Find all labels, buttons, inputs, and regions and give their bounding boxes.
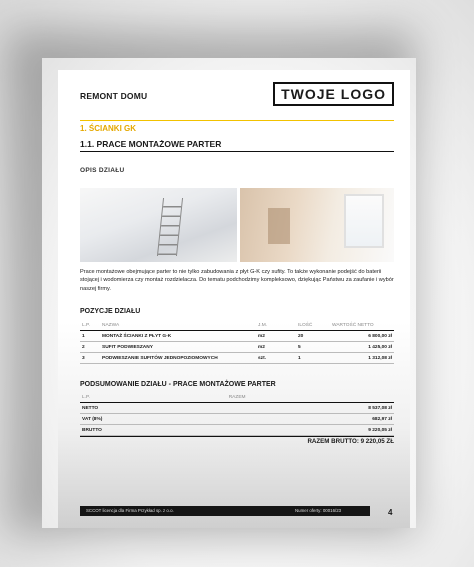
row-qty: 20 bbox=[296, 331, 330, 342]
row-lp: 3 bbox=[80, 353, 100, 364]
table-row bbox=[80, 414, 394, 425]
footer-license: SCCOT licencja dla Firma Przykład sp. z o.o. bbox=[86, 508, 174, 513]
col-lp: L.P. bbox=[80, 394, 227, 403]
table-row bbox=[80, 342, 394, 353]
row-qty: 1 bbox=[296, 353, 330, 364]
total-gross: RAZEM BRUTTO: 9 220,05 ZŁ bbox=[307, 438, 394, 445]
row-name: MONTAŻ ŚCIANKI Z PŁYT G-K bbox=[100, 331, 256, 342]
col-lp: L.P. bbox=[80, 322, 100, 331]
document-title: REMONT DOMU bbox=[80, 91, 148, 101]
wall-patch-graphic bbox=[268, 208, 290, 244]
col-total: RAZEM bbox=[227, 394, 394, 403]
summary-label: NETTO bbox=[80, 403, 227, 414]
row-name: PODWIESZANIE SUFITÓW JEDNOPOZIOMOWYCH bbox=[100, 353, 256, 364]
subsection-title: 1.1. PRACE MONTAŻOWE PARTER bbox=[80, 139, 222, 149]
summary-table bbox=[80, 394, 394, 436]
row-unit: m2 bbox=[256, 331, 296, 342]
items-table bbox=[80, 322, 394, 364]
col-unit: J.M. bbox=[256, 322, 296, 331]
row-unit: m2 bbox=[256, 342, 296, 353]
summary-value: 9 220,05 zł bbox=[227, 425, 394, 436]
summary-table-header bbox=[80, 394, 394, 403]
col-net: WARTOŚĆ NETTO bbox=[330, 322, 394, 331]
summary-heading: PODSUMOWANIE DZIAŁU - PRACE MONTAŻOWE PARTER bbox=[80, 381, 276, 388]
photo-renovation-room bbox=[240, 188, 394, 262]
document-page bbox=[58, 70, 410, 528]
company-logo: TWOJE LOGO bbox=[273, 82, 394, 106]
section-label: 1. ŚCIANKI GK bbox=[80, 124, 137, 133]
summary-label: VAT (8%) bbox=[80, 414, 227, 425]
items-heading: POZYCJE DZIAŁU bbox=[80, 308, 141, 315]
page-number: 4 bbox=[388, 508, 393, 517]
summary-value: 8 537,08 zł bbox=[227, 403, 394, 414]
table-row bbox=[80, 353, 394, 364]
row-net: 6 800,00 zł bbox=[330, 331, 394, 342]
row-lp: 2 bbox=[80, 342, 100, 353]
footer-bar bbox=[80, 506, 370, 516]
table-row bbox=[80, 403, 394, 414]
row-unit: szt. bbox=[256, 353, 296, 364]
table-row bbox=[80, 331, 394, 342]
summary-label: BRUTTO bbox=[80, 425, 227, 436]
summary-value: 682,97 zł bbox=[227, 414, 394, 425]
ladder-graphic bbox=[157, 198, 183, 256]
row-name: SUFIT PODWIESZANY bbox=[100, 342, 256, 353]
total-divider bbox=[80, 436, 394, 437]
row-net: 1 312,08 zł bbox=[330, 353, 394, 364]
col-qty: ILOŚĆ bbox=[296, 322, 330, 331]
table-row bbox=[80, 425, 394, 436]
description-text: Prace montażowe obejmujące parter to nie tylko zabudowania z płyt G-K czy sufity. To także wykonanie podejść do baterii stojącej i wodomierza czy montaż rozdzielacza. Do tematu podchodzimy kompleksowo, dziękując Państwu za zaufanie i wybór naszej firmy. bbox=[80, 269, 394, 292]
window-graphic bbox=[344, 194, 384, 248]
items-table-header bbox=[80, 322, 394, 331]
col-name: NAZWA bbox=[100, 322, 256, 331]
subsection-divider bbox=[80, 151, 394, 152]
footer-offer-number: Numer oferty: 00016/23 bbox=[295, 508, 342, 513]
row-qty: 5 bbox=[296, 342, 330, 353]
row-net: 1 425,00 zł bbox=[330, 342, 394, 353]
row-lp: 1 bbox=[80, 331, 100, 342]
photo-interior-ladder bbox=[80, 188, 237, 262]
description-heading: OPIS DZIAŁU bbox=[80, 167, 125, 174]
section-divider bbox=[80, 120, 394, 121]
